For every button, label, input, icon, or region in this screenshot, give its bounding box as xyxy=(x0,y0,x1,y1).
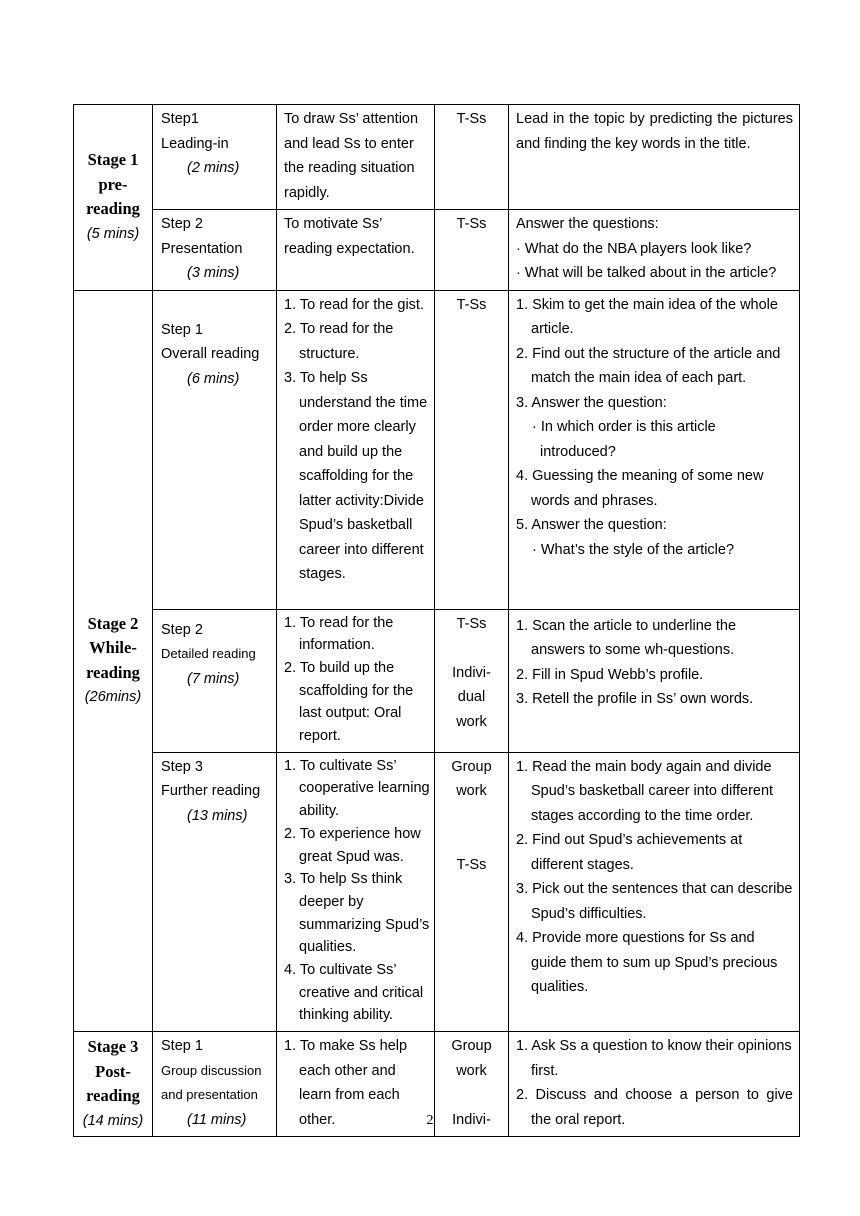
purpose-item: 3. To help Ss understand the time order more clearly and build up the scaffolding for the latter activity:Divide Spud’s basketball career into different stages. xyxy=(284,370,428,582)
mode-cell xyxy=(435,752,509,1031)
purpose-item: 2. To read for the structure. xyxy=(284,321,394,362)
stage-label: reading xyxy=(86,662,140,682)
step-number: Step 1 xyxy=(161,321,203,338)
step-number: Step 3 xyxy=(161,758,203,775)
activities-cell xyxy=(509,290,800,609)
mode-cell xyxy=(435,290,509,609)
interaction-mode: T-Ss xyxy=(456,216,487,232)
activities-cell xyxy=(509,752,800,1031)
step-name: Presentation xyxy=(161,240,243,257)
activity-item: 4. Guessing the meaning of some new words and phrases. xyxy=(516,468,764,509)
activity-item: 2. Find out the structure of the article and match the main idea of each part. xyxy=(516,345,781,386)
purpose-item: 1. To cultivate Ss’ cooperative learning ability. xyxy=(284,757,430,820)
step-name: Detailed reading xyxy=(161,646,256,661)
interaction-mode: Indivi- xyxy=(452,1111,491,1128)
purpose-item: 1. To make Ss help each other and learn from each other. xyxy=(284,1038,408,1128)
mode-spacer xyxy=(435,804,508,829)
mode-spacer xyxy=(435,828,508,853)
purpose-cell xyxy=(277,290,435,609)
activity-item: 1. Ask Ss a question to know their opinions first. xyxy=(516,1038,792,1079)
purpose-cell: To motivate Ss’ reading expectation. xyxy=(277,210,435,291)
step-name: Overall reading xyxy=(161,346,260,362)
page-number: 2 xyxy=(426,1113,434,1128)
activity-item: 1. Read the main body again and divide Spud’s basketball career into different stages according to the time order. xyxy=(516,758,774,824)
step-cell xyxy=(153,609,277,752)
mode-spacer xyxy=(435,636,508,661)
interaction-mode: T-Ss xyxy=(456,615,487,632)
mode-cell xyxy=(435,609,509,752)
purpose-item: 3. To help Ss think deeper by summarizing Spud’s qualities. xyxy=(284,871,430,956)
activity-item: 3. Answer the question: xyxy=(516,394,667,411)
step-number: Step 2 xyxy=(161,216,203,232)
activity-item: 1. Scan the article to underline the answers to some wh-questions. xyxy=(516,617,737,658)
purpose-item: 2. To build up the scaffolding for the last output: Oral report. xyxy=(284,659,414,745)
table-row xyxy=(74,752,800,1031)
activities-cell: Lead in the topic by predicting the pictures and finding the key words in the title. xyxy=(509,105,800,210)
step-time: (13 mins) xyxy=(187,807,248,824)
activity-item: 3. Retell the profile in Ss’ own words. xyxy=(516,691,754,707)
interaction-mode: work xyxy=(456,1062,487,1079)
purpose-item: 1. To read for the information. xyxy=(284,614,394,654)
stage-label: Stage 2 xyxy=(87,613,139,633)
activity-question: · What’s the style of the article? xyxy=(532,541,735,558)
step-cell xyxy=(153,105,277,210)
step-name: Leading-in xyxy=(161,135,229,152)
stage-cell xyxy=(74,105,153,291)
activity-question: · What will be talked about in the article? xyxy=(516,265,777,281)
activity-item: 2. Fill in Spud Webb’s profile. xyxy=(516,666,704,683)
activity-item: 2. Find out Spud’s achievements at different stages. xyxy=(516,832,743,873)
purpose-item: 1. To read for the gist. xyxy=(284,296,424,313)
step-number: Step 2 xyxy=(161,621,203,638)
interaction-mode: work xyxy=(456,783,487,800)
step-time: (7 mins) xyxy=(187,670,240,687)
lesson-plan-table xyxy=(73,104,800,1137)
table-row xyxy=(74,210,800,291)
stage-label: Stage 3 xyxy=(87,1037,139,1057)
step-time: (3 mins) xyxy=(187,265,240,281)
activity-item: Answer the questions: xyxy=(516,216,659,232)
step-name: Group discussion and presentation xyxy=(161,1062,262,1103)
table-row xyxy=(74,609,800,752)
activity-item: 2. Discuss and choose a person to give the oral report. xyxy=(516,1087,793,1128)
activity-item: 5. Answer the question: xyxy=(516,517,667,533)
stage-label: reading xyxy=(86,199,140,219)
stage-time: (14 mins) xyxy=(82,1112,144,1129)
interaction-mode: T-Ss xyxy=(456,111,487,127)
activity-question: · What do the NBA players look like? xyxy=(516,240,752,257)
activities-cell xyxy=(509,210,800,291)
stage-label: Stage 1 xyxy=(87,150,139,170)
interaction-mode: Group xyxy=(451,758,492,775)
step-number: Step 1 xyxy=(161,1038,203,1055)
step-time: (6 mins) xyxy=(187,370,240,387)
interaction-mode: Indivi- xyxy=(452,664,491,681)
stage-label: reading xyxy=(86,1086,140,1106)
interaction-mode: Group xyxy=(451,1038,492,1055)
interaction-mode: work xyxy=(456,713,487,730)
purpose-item: 4. To cultivate Ss’ creative and critical thinking ability. xyxy=(284,962,424,1024)
interaction-mode: T-Ss xyxy=(456,296,487,313)
mode-spacer xyxy=(435,1083,508,1108)
interaction-mode: T-Ss xyxy=(456,856,487,873)
step-cell xyxy=(153,210,277,291)
step-cell xyxy=(153,752,277,1031)
stage-time: (5 mins) xyxy=(86,225,140,242)
activity-item: 1. Skim to get the main idea of the whole article. xyxy=(516,296,778,337)
step-number: Step1 xyxy=(161,111,199,127)
purpose-cell xyxy=(277,609,435,752)
step-cell xyxy=(153,290,277,609)
stage-label: While- xyxy=(89,638,137,658)
purpose-item: 2. To experience how great Spud was. xyxy=(284,825,421,865)
purpose-cell xyxy=(277,752,435,1031)
interaction-mode: dual xyxy=(457,689,486,705)
step-name: Further reading xyxy=(161,783,261,800)
table-row xyxy=(74,105,800,210)
activity-question: · In which order is this article introduced? xyxy=(532,419,716,460)
mode-cell xyxy=(435,210,509,291)
activities-cell xyxy=(509,609,800,752)
activity-item: 3. Pick out the sentences that can describe Spud’s difficulties. xyxy=(516,881,793,922)
step-time: (11 mins) xyxy=(187,1111,247,1128)
mode-cell xyxy=(435,105,509,210)
stage-time: (26mins) xyxy=(84,689,142,706)
purpose-cell: To draw Ss’ attention and lead Ss to enter the reading situation rapidly. xyxy=(277,105,435,210)
activity-item: 4. Provide more questions for Ss and guide them to sum up Spud’s precious qualities. xyxy=(516,930,778,996)
stage-cell xyxy=(74,290,153,1032)
stage-label: Post- xyxy=(95,1061,131,1081)
stage-label: pre- xyxy=(98,174,128,194)
table-row xyxy=(74,290,800,609)
step-time: (2 mins) xyxy=(187,160,240,176)
